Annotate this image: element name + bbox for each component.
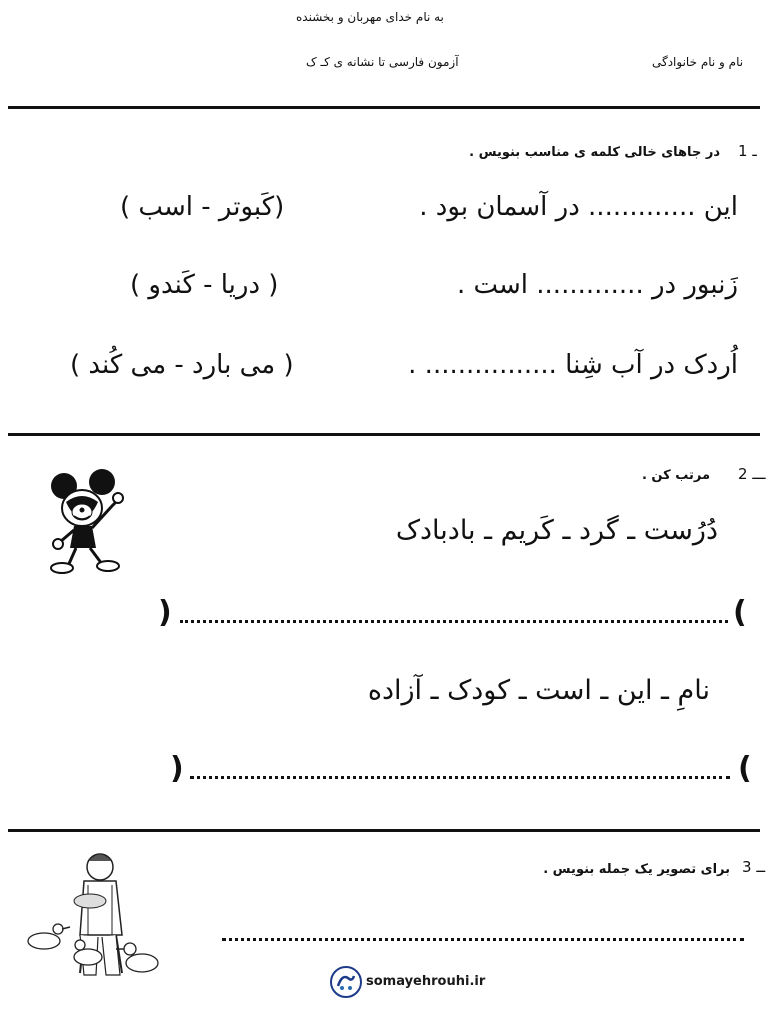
q1-sentence-3: اُردک در آب شِنا ................ .: [408, 350, 738, 380]
name-label: نام و نام خانوادگی: [652, 55, 744, 69]
site-logo-icon: [330, 966, 362, 998]
q1-number: 1 ـ: [738, 142, 757, 160]
q1-sentence-2: زَنبور در ............. است .: [456, 270, 738, 300]
exam-title: آزمون فارسی تا نشانه ی کـ ک: [306, 55, 459, 69]
cartoon-mouse-illustration: [42, 468, 132, 578]
divider-1: [8, 433, 760, 436]
q1-options-1: (کَبوتر - اسب ): [120, 192, 285, 222]
website-link[interactable]: somayehrouhi.ir: [366, 974, 486, 989]
q2-words-1: دُرُست ـ گرد ـ کَریم ـ بادبادک: [395, 515, 718, 546]
q1-options-2: ( دریا - کَندو ): [130, 270, 279, 300]
q1-options-3: ( می بارد - می کُند ): [70, 350, 294, 380]
basmala: به نام خدای مهربان و بخشنده: [296, 10, 444, 24]
q2-instruction: مرتب کن .: [641, 468, 710, 483]
q2-number: 2 ـــ: [738, 465, 766, 483]
answer-open-paren-1: (: [733, 595, 747, 630]
answer-close-paren-1: ): [158, 595, 172, 630]
answer-open-paren-2: (: [738, 751, 752, 786]
answer-close-paren-2: ): [170, 751, 184, 786]
boy-feeding-ducks-illustration: [18, 845, 168, 995]
q3-instruction: برای تصویر یک جمله بنویس .: [543, 862, 730, 877]
q3-number: 3 ــ: [742, 858, 766, 876]
q1-sentence-1: این ............. در آسمان بود .: [419, 192, 738, 222]
answer-line-2[interactable]: [190, 776, 730, 779]
answer-line-1[interactable]: [180, 620, 728, 623]
divider-top: [8, 106, 760, 109]
divider-2: [8, 829, 760, 832]
q2-words-2: نامِ ـ این ـ است ـ کودک ـ آزاده: [367, 675, 710, 706]
q1-instruction: در جاهای خالی کلمه ی مناسب بنویس .: [469, 145, 720, 160]
answer-line-3[interactable]: [222, 938, 744, 941]
